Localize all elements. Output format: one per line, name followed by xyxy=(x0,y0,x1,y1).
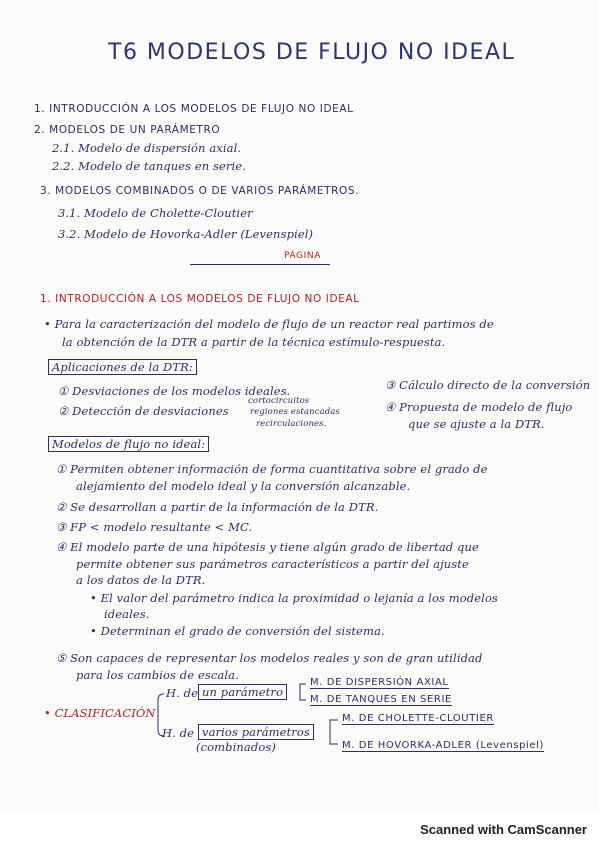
clasificacion-un-parametro: un parámetro xyxy=(198,684,287,700)
clasificacion-hde: H. de xyxy=(162,726,195,740)
brace-item: cortocircuitos xyxy=(248,396,310,406)
brace-item: recirculaciones. xyxy=(256,419,327,429)
brace-item: regiones estancadas xyxy=(250,407,340,417)
page-label: PÁGINA xyxy=(284,251,321,261)
modelos-item: a los datos de la DTR. xyxy=(76,573,206,587)
clasificacion-combinados: (combinados) xyxy=(196,740,276,754)
modelos-item: • El valor del parámetro indica la proximidad o lejanía a los modelos xyxy=(90,591,498,605)
index-item: 3.2. Modelo de Hovorka-Adler (Levenspiel) xyxy=(58,227,314,241)
index-item: 1. INTRODUCCIÓN A LOS MODELOS DE FLUJO NO IDEAL xyxy=(34,103,354,115)
index-item: 3.1. Modelo de Cholette-Cloutier xyxy=(58,206,253,220)
index-item: 2. MODELOS DE UN PARÁMETRO xyxy=(34,124,221,136)
modelos-item: ③ FP < modelo resultante < MC. xyxy=(56,520,253,534)
scanner-watermark: Scanned with CamScanner xyxy=(420,822,587,837)
scan-footer xyxy=(0,812,599,848)
clasificacion-label: • CLASIFICACIÓN xyxy=(44,706,156,720)
intro-line: la obtención de la DTR a partir de la técnica estímulo-respuesta. xyxy=(62,335,446,349)
modelos-item: ⑤ Son capaces de representar los modelos reales y son de gran utilidad xyxy=(56,651,483,665)
clasificacion-tanques: M. DE TANQUES EN SERIE xyxy=(310,694,452,705)
modelos-item: ① Permiten obtener información de forma cuantitativa sobre el grado de xyxy=(56,462,488,476)
aplicaciones-item: ① Desviaciones de los modelos ideales. xyxy=(58,384,291,398)
page-title: T6 MODELOS DE FLUJO NO IDEAL xyxy=(108,40,516,65)
index-item: 3. MODELOS COMBINADOS O DE VARIOS PARÁMETROS. xyxy=(40,185,360,197)
clasificacion-dispersion: M. DE DISPERSIÓN AXIAL xyxy=(310,677,449,688)
modelos-item: alejamiento del modelo ideal y la conversión alcanzable. xyxy=(76,479,411,493)
modelos-item: permite obtener sus parámetros característicos a partir del ajuste xyxy=(76,557,469,571)
index-item: 2.1. Modelo de dispersión axial. xyxy=(52,141,242,155)
aplicaciones-heading: Aplicaciones de la DTR: xyxy=(48,359,197,375)
intro-line: • Para la caracterización del modelo de flujo de un reactor real partimos de xyxy=(44,317,494,331)
modelos-item: ② Se desarrollan a partir de la información de la DTR. xyxy=(56,500,379,514)
clasificacion-cholette: M. DE CHOLETTE-CLOUTIER xyxy=(342,713,494,724)
aplicaciones-item: que se ajuste a la DTR. xyxy=(408,417,545,431)
modelos-item: • Determinan el grado de conversión del sistema. xyxy=(90,624,385,638)
aplicaciones-item: ④ Propuesta de modelo de flujo xyxy=(385,400,573,414)
aplicaciones-item: ② Detección de desviaciones xyxy=(58,404,229,418)
modelos-item: ideales. xyxy=(104,607,150,621)
modelos-item: para los cambios de escala. xyxy=(76,668,239,682)
modelos-item: ④ El modelo parte de una hipótesis y tiene algún grado de libertad que xyxy=(56,540,479,554)
modelos-heading: Modelos de flujo no ideal: xyxy=(48,436,209,452)
index-item: 2.2. Modelo de tanques en serie. xyxy=(52,159,246,173)
clasificacion-hovorka: M. DE HOVORKA-ADLER (Levenspiel) xyxy=(342,740,545,751)
section-heading: 1. INTRODUCCIÓN A LOS MODELOS DE FLUJO NO IDEAL xyxy=(40,293,360,305)
clasificacion-varios: varios parámetros xyxy=(198,724,314,740)
clasificacion-hde: H. de xyxy=(166,686,199,700)
aplicaciones-item: ③ Cálculo directo de la conversión xyxy=(385,378,591,392)
